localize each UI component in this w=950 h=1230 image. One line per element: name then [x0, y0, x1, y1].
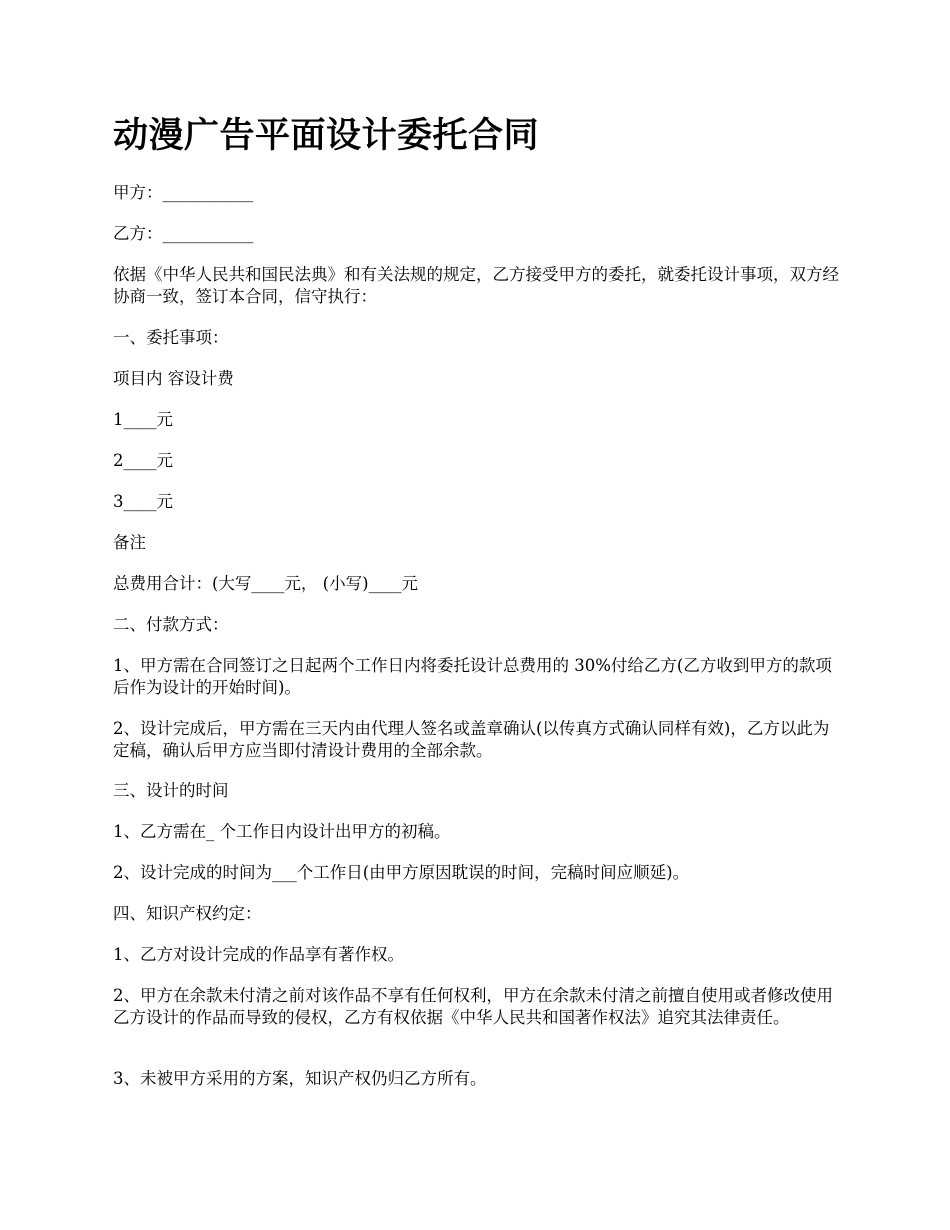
section-heading-payment: 二、付款方式： [113, 615, 229, 634]
ip-clause-2: 2、甲方在余款未付清之前对该作品不享有任何权利，甲方在余款未付清之前擅自使用或者修改使用乙方设计的作品而导致的侵权，乙方有权依据《中华人民共和国著作权法》追究其法律责任。 [113, 986, 833, 1027]
remarks-label: 备注 [113, 533, 146, 552]
fee-item-2: 2____元 [113, 451, 173, 470]
design-time-clause-2: 2、设计完成的时间为___个工作日(由甲方原因耽误的时间，完稿时间应顺延)。 [113, 863, 690, 882]
fee-table-header: 项目内 容设计费 [113, 369, 234, 388]
ip-clause-1: 1、乙方对设计完成的作品享有著作权。 [113, 945, 404, 964]
fee-item-3: 3____元 [113, 492, 173, 511]
section-heading-design-time: 三、设计的时间 [113, 781, 229, 800]
ip-clause-3: 3、未被甲方采用的方案，知识产权仍归乙方所有。 [113, 1069, 487, 1088]
total-fee-line: 总费用合计：(大写____元， (小写)____元 [113, 574, 419, 593]
section-heading-ip: 四、知识产权约定： [113, 904, 262, 923]
party-a-line: 甲方：___________ [113, 183, 254, 202]
fee-item-1: 1____元 [113, 410, 173, 429]
payment-clause-1: 1、甲方需在合同签订之日起两个工作日内将委托设计总费用的 30%付给乙方(乙方收到甲方的款项后作为设计的开始时间)。 [113, 656, 832, 697]
party-b-line: 乙方：___________ [113, 224, 254, 243]
section-heading-entrusted-matters: 一、委托事项： [113, 328, 229, 347]
payment-clause-2: 2、设计完成后，甲方需在三天内由代理人签名或盖章确认(以传真方式确认同样有效)，乙方以此为定稿，确认后甲方应当即付清设计费用的全部余款。 [113, 719, 830, 760]
document-title: 动漫广告平面设计委托合同 [113, 115, 540, 156]
preamble-paragraph: 依据《中华人民共和国民法典》和有关法规的规定，乙方接受甲方的委托，就委托设计事项，双方经协商一致，签订本合同，信守执行： [113, 265, 839, 306]
design-time-clause-1: 1、乙方需在_ 个工作日内设计出甲方的初稿。 [113, 822, 451, 841]
